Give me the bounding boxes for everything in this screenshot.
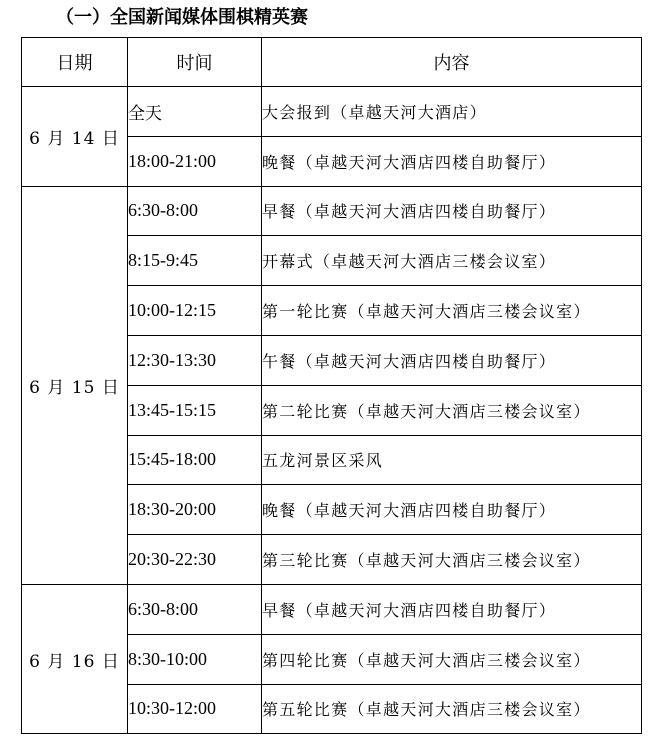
- content-cell: 第三轮比赛（卓越天河大酒店三楼会议室）: [262, 535, 642, 585]
- time-cell: 20:30-22:30: [128, 535, 262, 585]
- schedule-table: [21, 37, 642, 734]
- time-cell: 10:30-12:00: [128, 684, 262, 734]
- content-cell: 早餐（卓越天河大酒店四楼自助餐厅）: [262, 584, 642, 634]
- content-cell: 开幕式（卓越天河大酒店三楼会议室）: [262, 236, 642, 286]
- time-cell: 12:30-13:30: [128, 335, 262, 385]
- content-cell: 大会报到（卓越天河大酒店）: [262, 87, 642, 137]
- time-cell: 10:00-12:15: [128, 286, 262, 336]
- date-cell: 6 月 15 日: [22, 186, 128, 584]
- time-cell: 6:30-8:00: [128, 584, 262, 634]
- content-cell: 第四轮比赛（卓越天河大酒店三楼会议室）: [262, 634, 642, 684]
- content-cell: 午餐（卓越天河大酒店四楼自助餐厅）: [262, 335, 642, 385]
- content-cell: 五龙河景区采风: [262, 435, 642, 485]
- table-row: [22, 186, 642, 236]
- time-cell: 6:30-8:00: [128, 186, 262, 236]
- section-heading: （一）全国新闻媒体围棋精英赛: [56, 7, 308, 28]
- content-cell: 晚餐（卓越天河大酒店四楼自助餐厅）: [262, 485, 642, 535]
- date-cell: 6 月 16 日: [22, 584, 128, 733]
- time-cell: 8:30-10:00: [128, 634, 262, 684]
- content-cell: 早餐（卓越天河大酒店四楼自助餐厅）: [262, 186, 642, 236]
- time-cell: 18:30-20:00: [128, 485, 262, 535]
- content-cell: 晚餐（卓越天河大酒店四楼自助餐厅）: [262, 136, 642, 186]
- table-row: [22, 87, 642, 137]
- time-cell: 15:45-18:00: [128, 435, 262, 485]
- time-cell: 13:45-15:15: [128, 385, 262, 435]
- content-cell: 第二轮比赛（卓越天河大酒店三楼会议室）: [262, 385, 642, 435]
- time-cell: 8:15-9:45: [128, 236, 262, 286]
- time-cell: 18:00-21:00: [128, 136, 262, 186]
- header-content: 内容: [262, 38, 642, 87]
- content-cell: 第一轮比赛（卓越天河大酒店三楼会议室）: [262, 286, 642, 336]
- content-cell: 第五轮比赛（卓越天河大酒店三楼会议室）: [262, 684, 642, 734]
- header-time: 时间: [128, 38, 262, 87]
- table-row: [22, 584, 642, 634]
- table-header-row: [22, 38, 642, 87]
- date-cell: 6 月 14 日: [22, 87, 128, 187]
- header-date: 日期: [22, 38, 128, 87]
- time-cell: 全天: [128, 87, 262, 137]
